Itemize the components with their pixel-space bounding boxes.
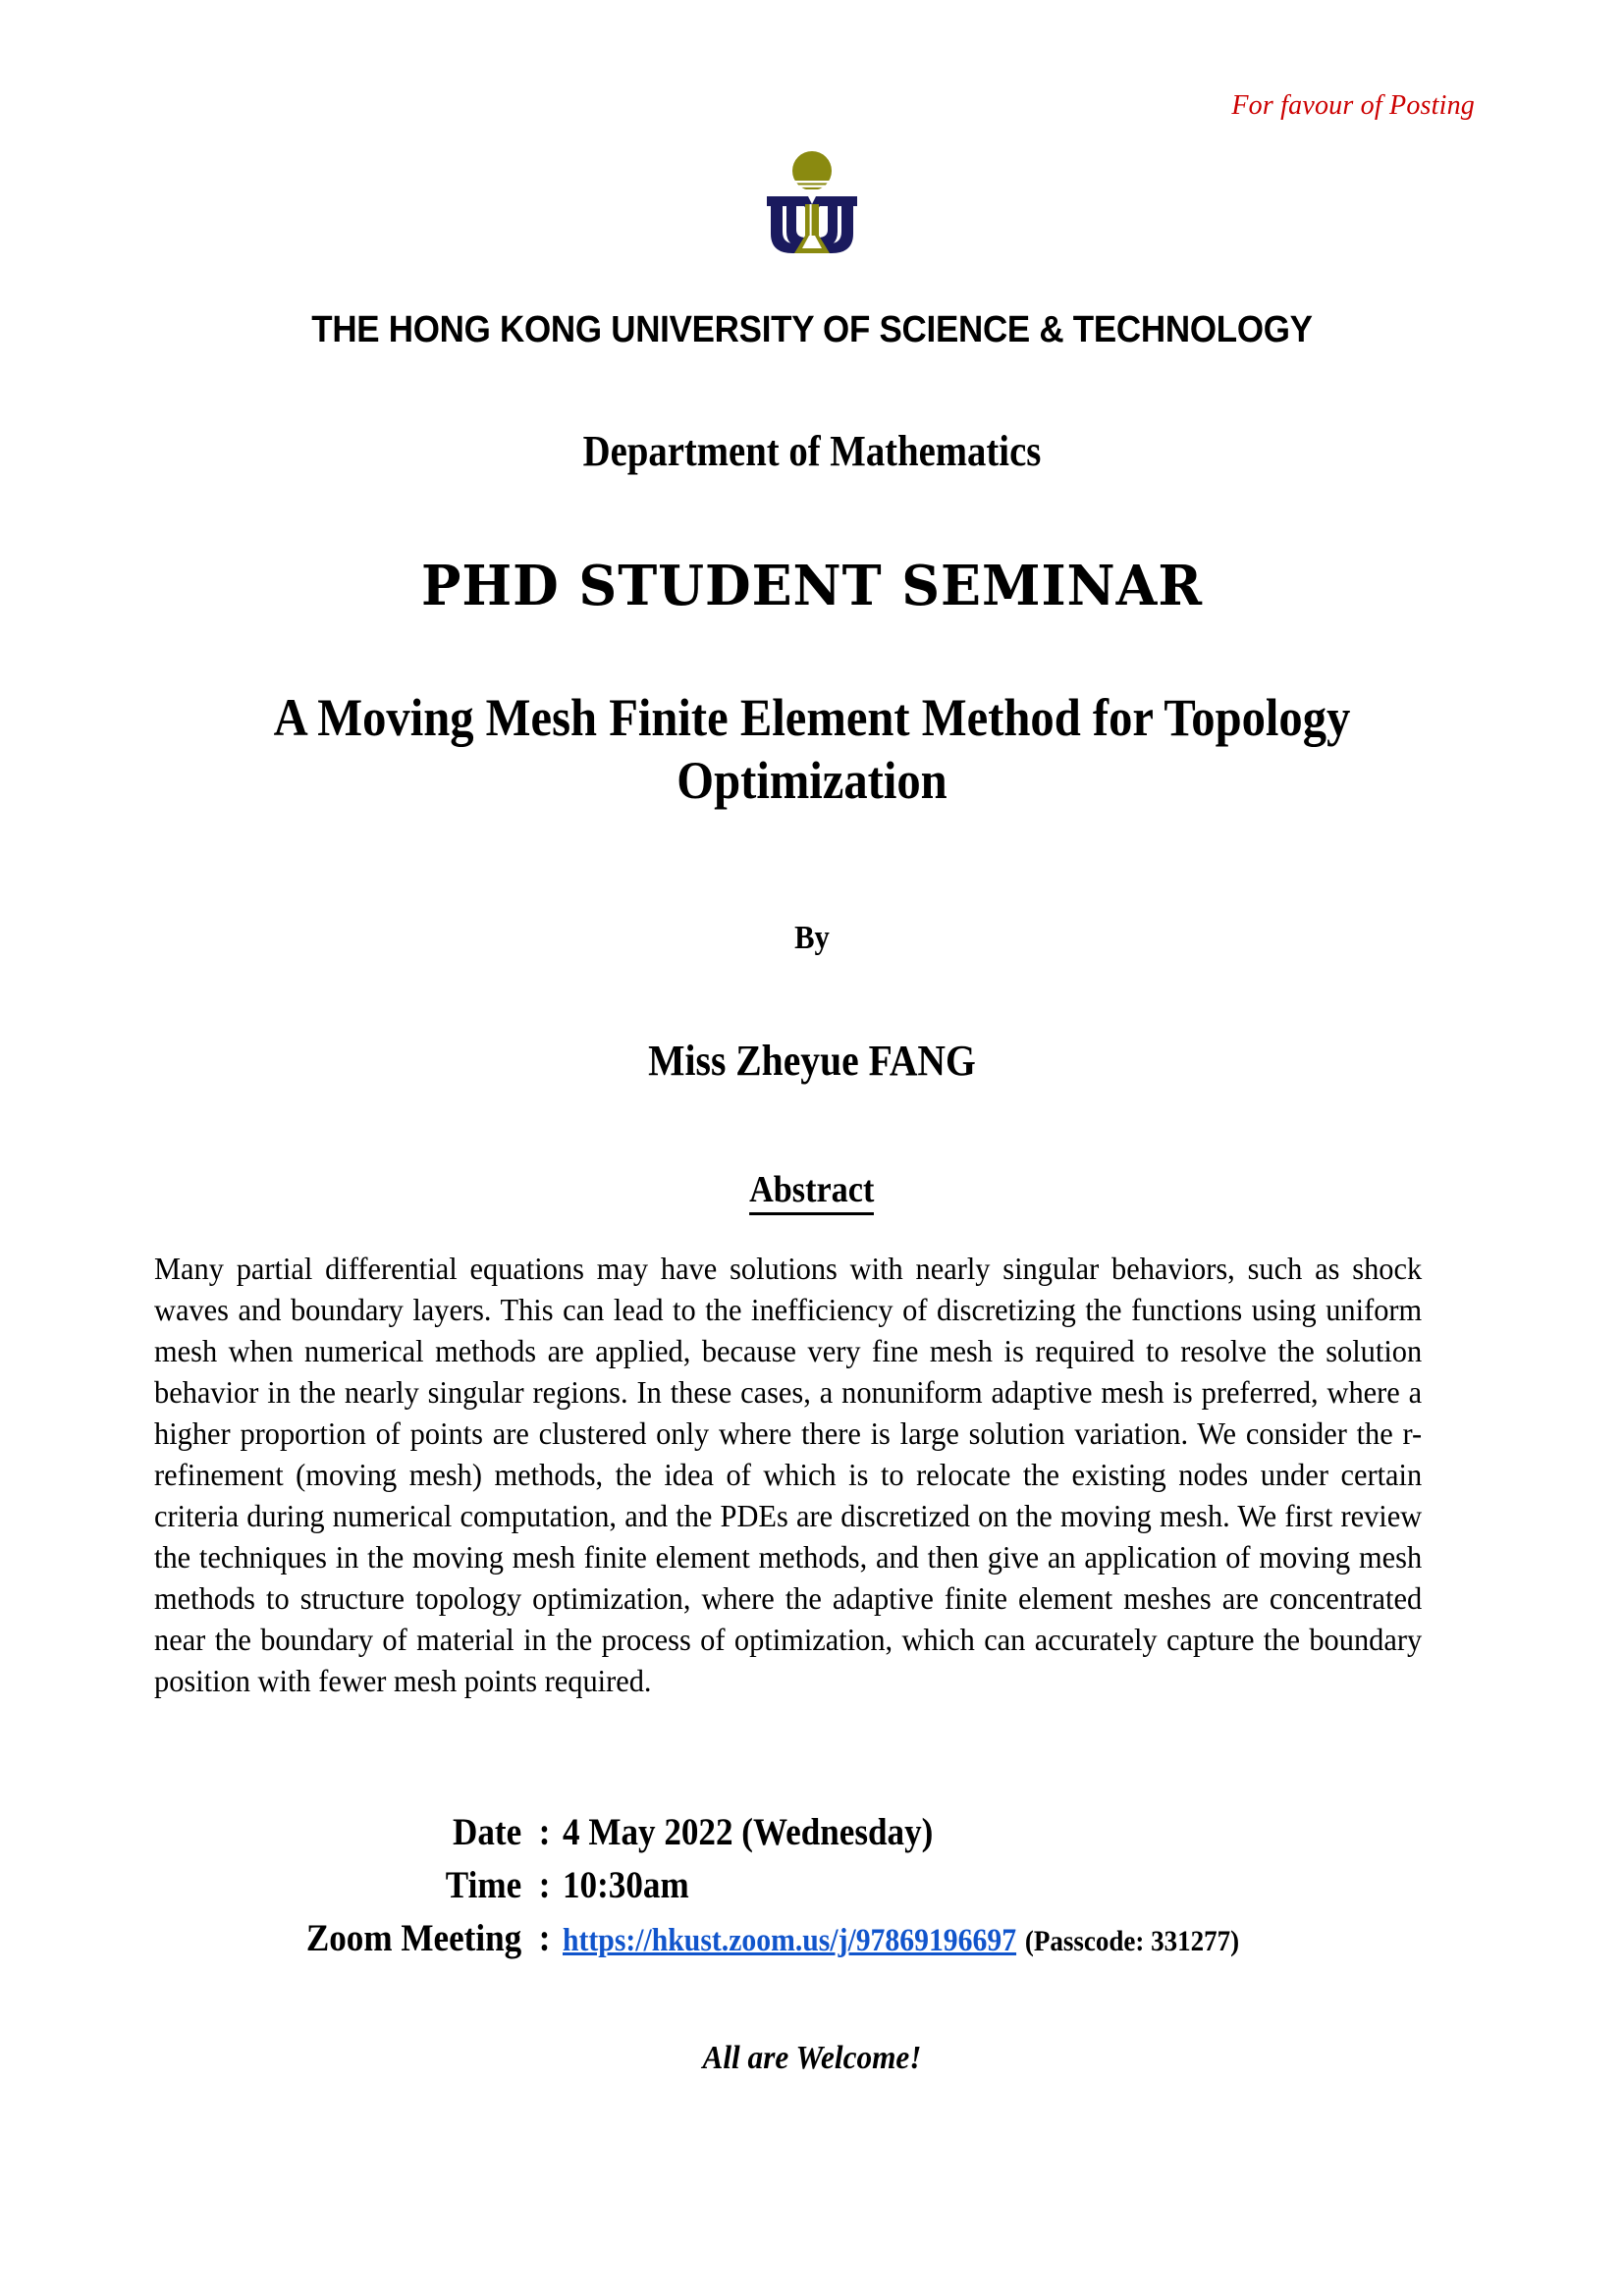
hkust-logo-icon — [765, 145, 859, 259]
logo-container — [0, 145, 1624, 259]
zoom-passcode: (Passcode: 331277) — [1024, 1924, 1240, 1957]
zoom-meeting-label: Zoom Meeting : — [305, 1916, 551, 1959]
abstract-text: Many partial differential equations may have solutions with nearly singular behaviors, such as shock waves and boundary layers. This can lead to the inefficiency of discretizing the functions using uniform mesh when numerical methods are applied, because very fine mesh is required to resolve the solution behavior in the nearly singular regions. In these cases, a nonuniform adaptive mesh is preferred, where a higher proportion of points are clustered only where there is large solution variation. We consider the r-refinement (moving mesh) methods, the idea of which is to relocate the existing nodes under certain criteria during numerical computation, and the PDEs are discretized on the moving mesh. We first review the techniques in the moving mesh finite element methods, and then give an application of moving mesh methods to structure topology optimization, where the adaptive finite element meshes are concentrated near the boundary of material in the process of optimization, which can accurately capture the boundary position with fewer mesh points required. — [154, 1252, 1423, 1699]
zoom-value-group — [563, 1912, 1239, 1965]
time-value: 10:30am — [563, 1863, 689, 1906]
abstract-heading-wrap — [0, 1168, 1624, 1215]
posting-notice: For favour of Posting — [1231, 90, 1475, 121]
abstract-heading: Abstract — [749, 1168, 874, 1215]
university-name: THE HONG KONG UNIVERSITY OF SCIENCE & TECHNOLOGY — [311, 309, 1313, 350]
speaker-name: Miss Zheyue FANG — [648, 1037, 976, 1085]
time-label: Time : — [445, 1863, 551, 1906]
by-label: By — [794, 920, 830, 956]
zoom-row — [0, 1912, 1624, 1965]
welcome-note: All are Welcome! — [702, 2040, 922, 2076]
time-row — [0, 1859, 1624, 1912]
event-details — [0, 1806, 1624, 1964]
seminar-type-heading: PHD STUDENT SEMINAR — [421, 554, 1203, 618]
zoom-meeting-link[interactable]: https://hkust.zoom.us/j/97869196697 — [563, 1922, 1017, 1958]
date-value: 4 May 2022 (Wednesday) — [563, 1811, 934, 1853]
talk-title: A Moving Mesh Finite Element Method for Topology Optimization — [273, 688, 1351, 810]
date-label: Date : — [452, 1811, 551, 1853]
department-name: Department of Mathematics — [582, 427, 1042, 475]
date-row — [0, 1806, 1624, 1859]
